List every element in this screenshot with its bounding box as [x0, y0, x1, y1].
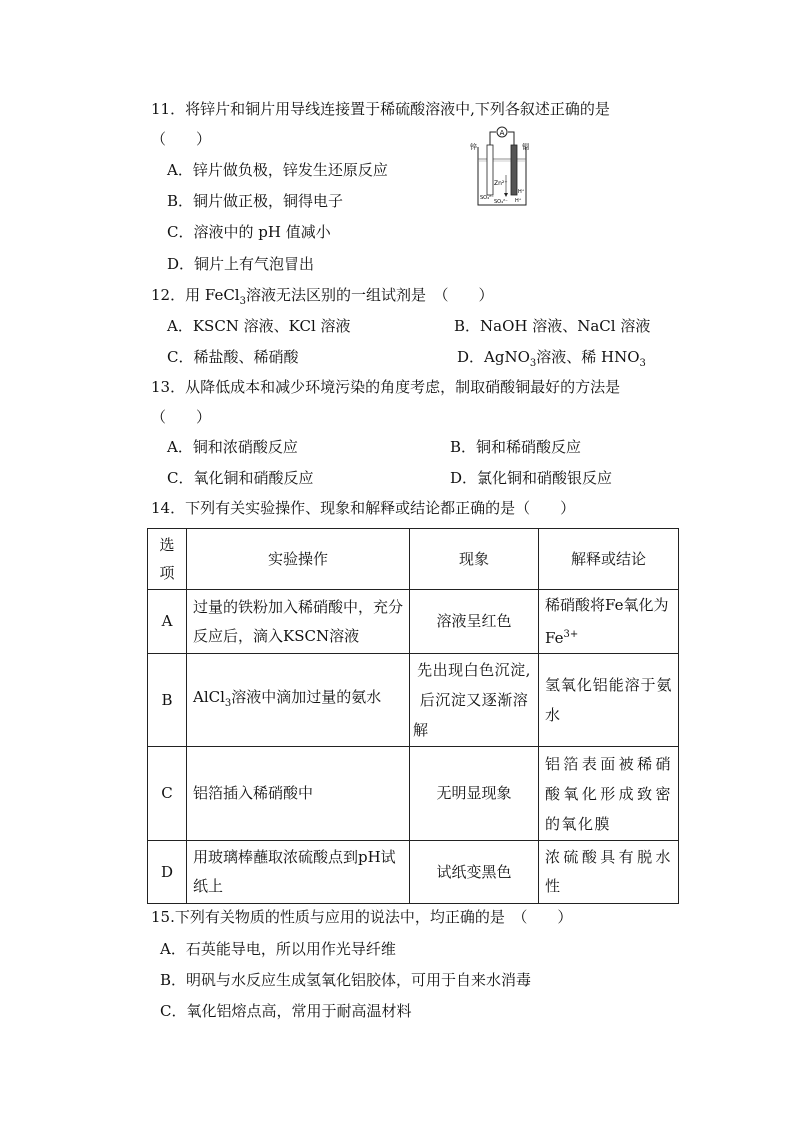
q12-option-d	[457, 347, 646, 374]
header-option: 选项	[148, 529, 187, 590]
galvanic-cell-figure	[470, 123, 532, 211]
q12-option-d-prefix: D．AgNO	[457, 348, 530, 366]
row-b-conclusion: 氢氧化铝能溶于氨水	[539, 654, 679, 747]
table-header-row	[148, 529, 679, 590]
table-row	[148, 841, 679, 904]
q14-stem: 14．下列有关实验操作、现象和解释或结论都正确的是（ ）	[151, 499, 576, 517]
q12-option-a: A．KSCN 溶液、KCl 溶液	[167, 317, 351, 335]
copper-electrode	[511, 145, 517, 195]
row-b-operation-sub: 3	[224, 697, 232, 709]
q15-option-c: C．氧化铝熔点高，常用于耐高温材料	[160, 1002, 412, 1020]
q13-stem: 13．从降低成本和减少环境污染的角度考虑，制取硝酸铜最好的方法是	[151, 378, 621, 396]
table-row	[148, 747, 679, 841]
q12-option-d-sub2: 3	[639, 358, 646, 369]
row-b-option: B	[148, 654, 187, 747]
header-operation: 实验操作	[187, 529, 410, 590]
row-c-conclusion: 铝箔表面被稀硝酸氧化形成致密的氧化膜	[539, 747, 679, 841]
q15-stem: 15.下列有关物质的性质与应用的说法中，均正确的是 （ ）	[151, 908, 573, 926]
row-d-operation: 用玻璃棒蘸取浓硫酸点到pH试纸上	[187, 841, 410, 904]
row-a-operation: 过量的铁粉加入稀硝酸中，充分反应后，滴入KSCN溶液	[187, 590, 410, 654]
q12-option-d-sub1: 3	[529, 358, 537, 369]
row-b-operation	[187, 654, 410, 747]
row-c-phenomenon: 无明显现象	[410, 747, 539, 841]
q11-option-c: C．溶液中的 pH 值减小	[167, 223, 331, 241]
row-a-conclusion-text: 稀硝酸将Fe氧化为Fe	[545, 595, 669, 647]
q13-option-b: B．铜和稀硝酸反应	[450, 438, 582, 456]
table-row	[148, 590, 679, 654]
q12-stem-suffix: 溶液无法区别的一组试剂是 （ ）	[245, 286, 494, 304]
row-a-option: A	[148, 590, 187, 654]
q11-option-b: B．铜片做正极，铜得电子	[167, 192, 344, 210]
zinc-electrode	[487, 145, 493, 195]
q13-option-c: C．氧化铜和硝酸反应	[167, 469, 314, 487]
row-a-conclusion-sup: 3+	[563, 628, 579, 640]
ammeter-label: A	[499, 129, 505, 137]
q12-option-b: B．NaOH 溶液、NaCl 溶液	[454, 317, 651, 335]
header-phenomenon: 现象	[410, 529, 539, 590]
q12-stem-sub: 3	[239, 296, 246, 307]
zinc-label: 锌	[470, 143, 477, 151]
row-b-operation-suffix: 溶液中滴加过量的氨水	[231, 687, 382, 706]
row-b-operation-prefix: AlCl	[193, 687, 225, 706]
q12-stem	[151, 285, 494, 312]
row-a-conclusion	[539, 590, 679, 654]
row-c-option: C	[148, 747, 187, 841]
row-b-phenomenon: 先出现白色沉淀,后沉淀又逐渐溶解	[410, 654, 539, 747]
q11-option-a: A．锌片做负极，锌发生还原反应	[167, 161, 388, 179]
zinc-ion-label: Zn²⁺	[494, 180, 508, 187]
copper-label: 铜	[522, 143, 529, 151]
row-a-phenomenon: 溶液呈红色	[410, 590, 539, 654]
hydrogen-ion-label-a: H⁺	[518, 189, 525, 195]
q12-option-c: C．稀盐酸、稀硝酸	[167, 348, 299, 366]
q12-option-d-mid: 溶液、稀 HNO	[536, 348, 640, 366]
row-d-phenomenon: 试纸变黑色	[410, 841, 539, 904]
q15-option-a: A．石英能导电，所以用作光导纤维	[160, 940, 396, 958]
row-d-option: D	[148, 841, 187, 904]
sulfate-label-b: SO₄²⁻	[494, 199, 508, 205]
table-row	[148, 654, 679, 747]
hydrogen-ion-label-b: H⁺	[515, 198, 522, 204]
sulfate-label-a: SO₄²⁻	[480, 195, 494, 201]
q12-stem-prefix: 12．用 FeCl	[151, 286, 240, 304]
row-d-conclusion: 浓硫酸具有脱水性	[539, 841, 679, 904]
experiment-table	[147, 528, 679, 904]
q13-stem-bracket: （ ）	[151, 408, 212, 426]
q15-option-b: B．明矾与水反应生成氢氧化铝胶体，可用于自来水消毒	[160, 971, 532, 989]
header-conclusion: 解释或结论	[539, 529, 679, 590]
q11-option-d: D．铜片上有气泡冒出	[167, 255, 315, 273]
q11-stem-bracket: （ ）	[151, 130, 212, 148]
row-c-operation: 铝箔插入稀硝酸中	[187, 747, 410, 841]
q13-option-d: D．氯化铜和硝酸银反应	[450, 469, 613, 487]
q13-option-a: A．铜和浓硝酸反应	[167, 438, 298, 456]
q11-stem: 11．将锌片和铜片用导线连接置于稀硫酸溶液中,下列各叙述正确的是	[151, 100, 610, 118]
